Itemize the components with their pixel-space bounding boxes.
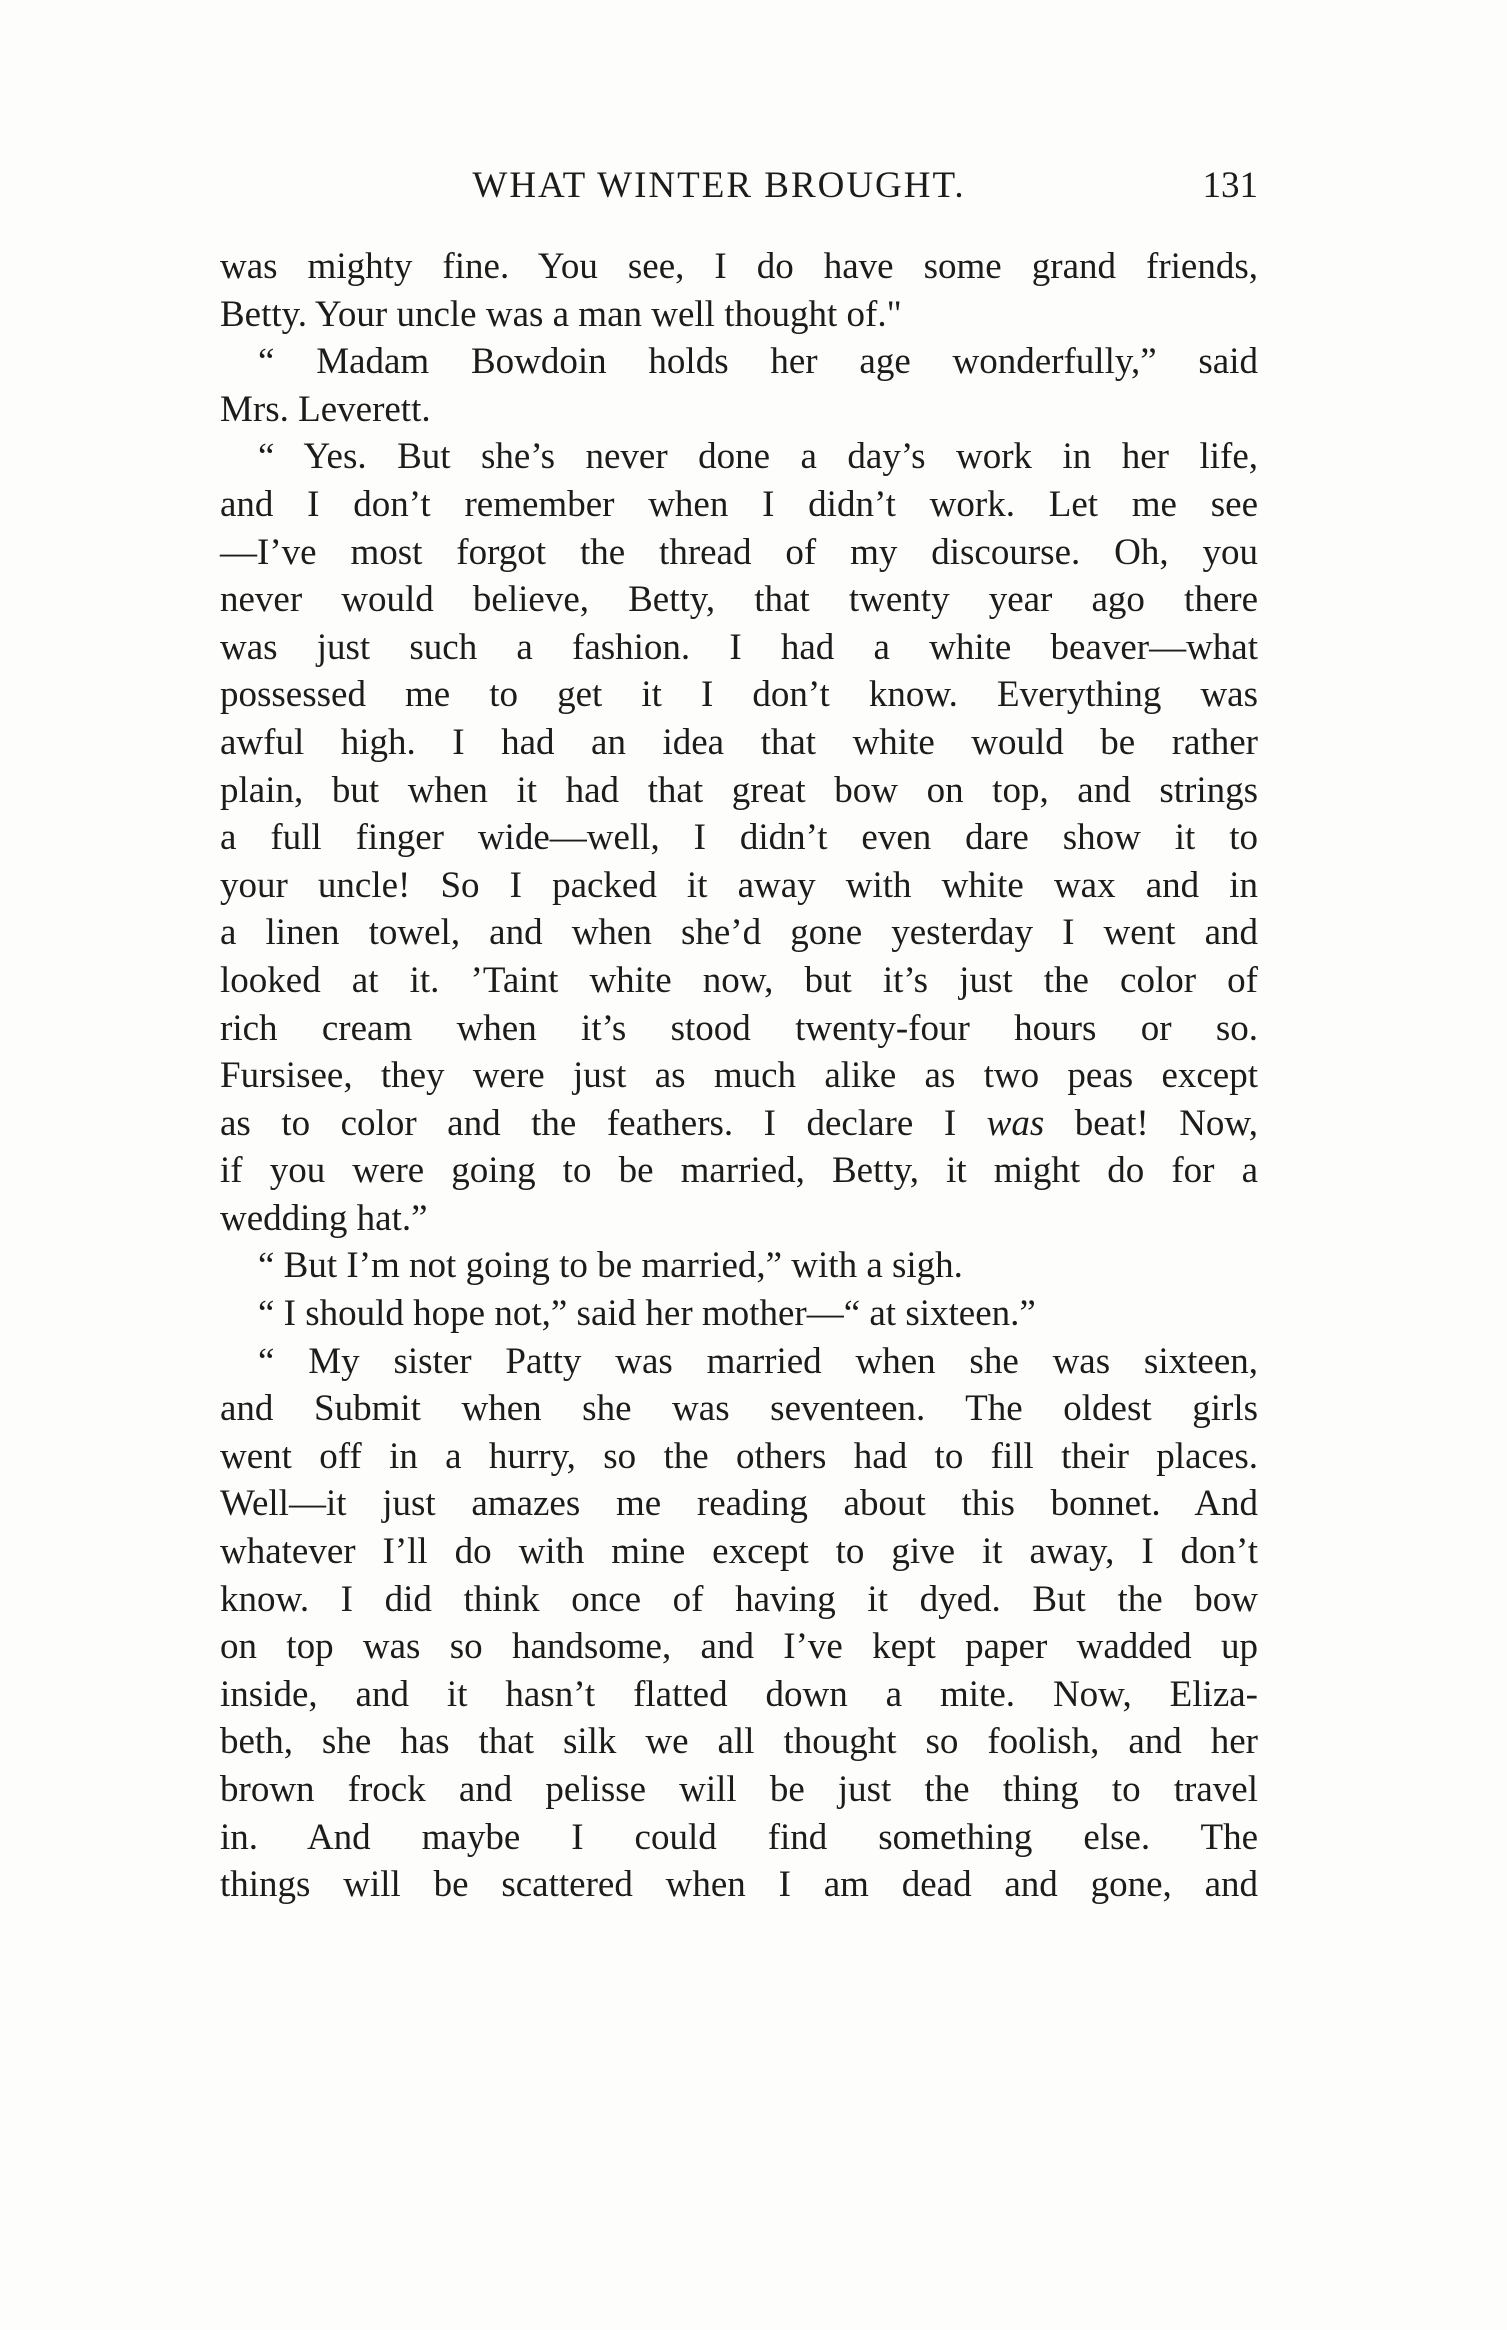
text-line: and I don’t remember when I didn’t work. Let me see xyxy=(220,483,1258,525)
text-line: as to color and the feathers. I declare I was beat! Now, xyxy=(220,1102,1258,1144)
text-line: went off in a hurry, so the others had to fill their places. xyxy=(220,1435,1258,1477)
text-line: things will be scattered when I am dead and gone, and xyxy=(220,1864,1258,1906)
text-line: was mighty fine. You see, I do have some grand friends, xyxy=(220,246,1258,287)
text-line: “ My sister Patty was married when she was sixteen, xyxy=(258,1340,1258,1382)
emphasis-word: was xyxy=(986,1102,1045,1144)
page-number: 131 xyxy=(1202,165,1258,206)
text-line: your uncle! So I packed it away with white wax and in xyxy=(220,864,1258,906)
text-line: Fursisee, they were just as much alike as two peas except xyxy=(220,1055,1258,1097)
text-line: “ Madam Bowdoin holds her age wonderfully,” said xyxy=(258,341,1258,383)
body-text xyxy=(220,243,1258,1909)
page-header xyxy=(220,160,1258,212)
text-line: brown frock and pelisse will be just the thing to travel xyxy=(220,1769,1258,1810)
text-line: whatever I’ll do with mine except to give it away, I don’t xyxy=(220,1531,1258,1573)
text-line: looked at it. ’Taint white now, but it’s just the color of xyxy=(220,959,1258,1001)
text-line: a linen towel, and when she’d gone yesterday I went and xyxy=(220,912,1258,954)
text-line: on top was so handsome, and I’ve kept paper wadded up xyxy=(220,1626,1258,1668)
text-line: Mrs. Leverett. xyxy=(220,388,431,430)
text-line: awful high. I had an idea that white would be rather xyxy=(220,721,1258,763)
text-line: inside, and it hasn’t flatted down a mite. Now, Eliza- xyxy=(220,1673,1258,1715)
text-line: in. And maybe I could find something else. The xyxy=(220,1816,1258,1858)
running-head: WHAT WINTER BROUGHT. xyxy=(472,165,966,206)
text-line: know. I did think once of having it dyed. But the bow xyxy=(220,1578,1258,1620)
text-line: and Submit when she was seventeen. The oldest girls xyxy=(220,1388,1258,1430)
text-line: plain, but when it had that great bow on top, and strings xyxy=(220,769,1258,811)
text-line: —I’ve most forgot the thread of my discourse. Oh, you xyxy=(220,531,1258,573)
text-line: “ But I’m not going to be married,” with a sigh. xyxy=(258,1245,963,1287)
text-line: never would believe, Betty, that twenty year ago there xyxy=(220,579,1258,621)
text-line: was just such a fashion. I had a white beaver—what xyxy=(220,626,1258,668)
text-line: rich cream when it’s stood twenty-four hours or so. xyxy=(220,1007,1258,1049)
text-line: wedding hat.” xyxy=(220,1197,428,1239)
text-line: “ I should hope not,” said her mother—“ at sixteen.” xyxy=(258,1293,1036,1335)
text-line: a full finger wide—well, I didn’t even dare show it to xyxy=(220,817,1258,859)
text-line: “ Yes. But she’s never done a day’s work in her life, xyxy=(258,436,1258,478)
text-line: Well—it just amazes me reading about this bonnet. And xyxy=(220,1483,1258,1525)
text-line: possessed me to get it I don’t know. Everything was xyxy=(220,674,1258,716)
text-line: beth, she has that silk we all thought so foolish, and her xyxy=(220,1721,1258,1763)
text-line: Betty. Your uncle was a man well thought of." xyxy=(220,293,902,335)
text-line: if you were going to be married, Betty, it might do for a xyxy=(220,1150,1258,1192)
